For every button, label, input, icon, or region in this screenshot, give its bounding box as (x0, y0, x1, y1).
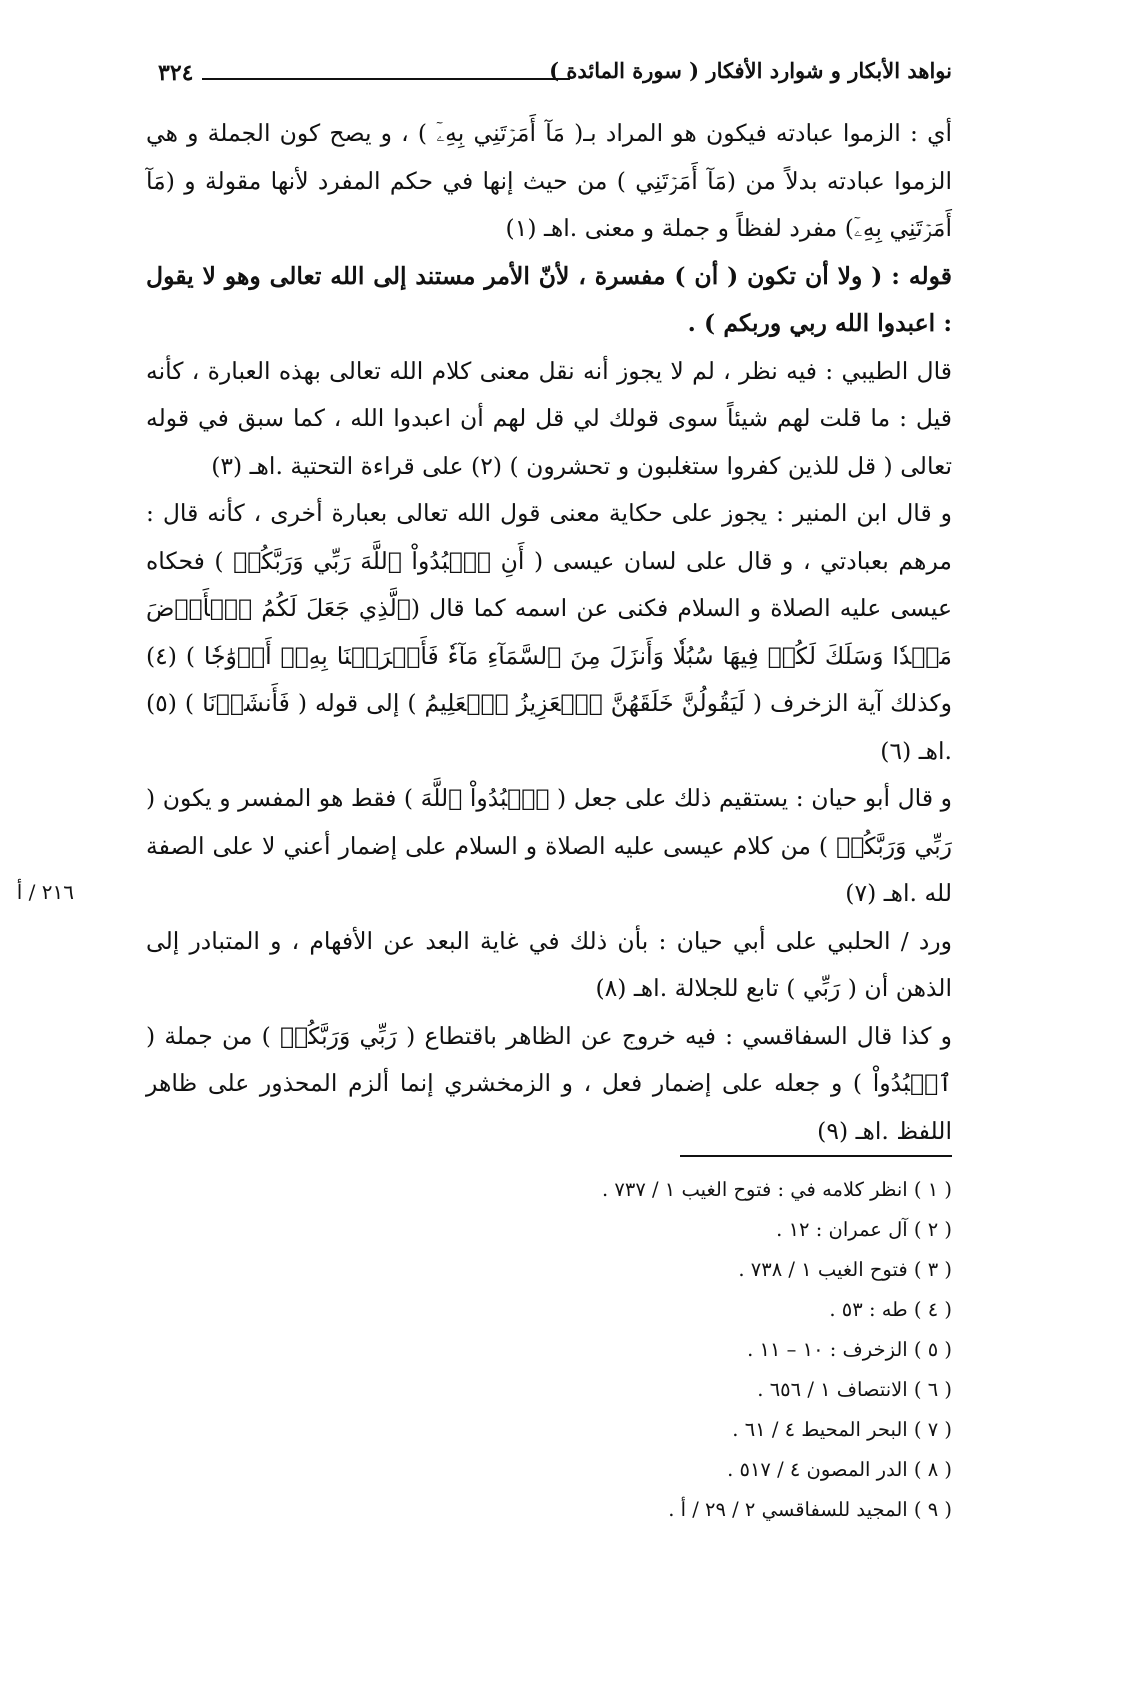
paragraph: و كذا قال السفاقسي : فيه خروج عن الظاهر باقتطاع ( رَبِّي وَرَبَّكُمۡ ) من جملة ( ٱعۡبُدُواْ ) و جعله على إضمار فعل ، و الزمخشري إنما ألزم المحذور على ظاهر اللفظ .اهـ (٩) (146, 1021, 952, 1145)
page-header (140, 56, 952, 96)
footnote-item: ( ٩ ) المجيد للسفاقسي ٢ / ٢٩ / أ . (668, 1498, 952, 1521)
bold-paragraph: قوله : ( ولا أن تكون ( أن ) مفسرة ، لأنّ الأمر مستند إلى الله تعالى وهو لا يقول : اعبدوا الله ربي وربكم ) . (146, 261, 952, 337)
paragraph: أي : الزموا عبادته فيكون هو المراد بـ( مَآ أَمَرۡتَنِي بِهِۦٓ ) ، و يصح كون الجملة و هي الزموا عبادته بدلاً من (مَآ أَمَرۡتَنِي ) من حيث إنها في حكم المفرد لأنها مقولة و (مَآ أَمَرۡتَنِي بِهِۦٓ) مفرد لفظاً و جملة و معنى .اهـ (١) (146, 119, 952, 242)
header-rule (202, 78, 570, 80)
main-text (146, 110, 952, 1155)
footnote-separator (680, 1155, 952, 1157)
paragraph: و قال ابن المنير : يجوز على حكاية معنى قول الله تعالى بعبارة أخرى ، كأنه قال : مرهم بعبادتي ، و قال على لسان عيسى ( أَنِ ٱعۡبُدُواْ ٱللَّهَ رَبِّي وَرَبَّكُمۡ ) فحكاه عيسى عليه الصلاة و السلام فكنى عن اسمه كما قال (ٱلَّذِي جَعَلَ لَكُمُ ٱلۡأَرۡضَ مَهۡدٗا وَسَلَكَ لَكُمۡ فِيهَا سُبُلٗا وَأَنزَلَ مِنَ ٱلسَّمَآءِ مَآءٗ فَأَخۡرَجۡنَا بِهِۦٓ أَزۡوَٰجٗا ) (٤) وكذلك آية الزخرف ( لَيَقُولُنَّ خَلَقَهُنَّ ٱلۡعَزِيزُ ٱلۡعَلِيمُ ) إلى قوله ( فَأَنشَرۡنَا ) (٥) .اهـ (٦) (146, 499, 952, 765)
footnote-item: ( ٨ ) الدر المصون ٤ / ٥١٧ . (727, 1458, 952, 1481)
footnote-item: ( ٢ ) آل عمران : ١٢ . (776, 1218, 952, 1241)
footnote-item: ( ٧ ) البحر المحيط ٤ / ٦١ . (732, 1418, 952, 1441)
footnote-item: ( ١ ) انظر كلامه في : فتوح الغيب ١ / ٧٣٧ . (601, 1178, 952, 1201)
paragraph: و قال أبو حيان : يستقيم ذلك على جعل ( ٱعۡبُدُواْ ٱللَّهَ ) فقط هو المفسر و يكون ( رَبِّي وَرَبَّكُمۡ ) من كلام عيسى عليه الصلاة و السلام على إضمار أعني لا على الصفة لله .اهـ (٧) (146, 784, 952, 907)
running-title: نواهد الأبكار و شوارد الأفكار ( سورة المائدة ) (549, 58, 952, 83)
footnote-item: ( ٣ ) فتوح الغيب ١ / ٧٣٨ . (738, 1258, 952, 1281)
footnotes (300, 1170, 952, 1530)
page-number: ٣٢٤ (158, 60, 194, 86)
margin-folio-note: ٢١٦ / أ (16, 880, 74, 904)
footnote-item: ( ٥ ) الزخرف : ١٠ – ١١ . (747, 1338, 952, 1361)
paragraph: ورد / الحلبي على أبي حيان : بأن ذلك في غاية البعد عن الأفهام ، و المتبادر إلى الذهن أن ( رَبِّي ) تابع للجلالة .اهـ (٨) (146, 926, 952, 1002)
paragraph: قال الطيبي : فيه نظر ، لم لا يجوز أنه نقل معنى كلام الله تعالى بهذه العبارة ، كأنه قيل : ما قلت لهم شيئاً سوى قولك لي قل لهم أن اعبدوا الله ، كما سبق في قوله تعالى ( قل للذين كفروا ستغلبون و تحشرون ) (٢) على قراءة التحتية .اهـ (٣) (146, 356, 952, 480)
footnote-item: ( ٤ ) طه : ٥٣ . (829, 1298, 952, 1321)
footnote-item: ( ٦ ) الانتصاف ١ / ٦٥٦ . (757, 1378, 952, 1401)
